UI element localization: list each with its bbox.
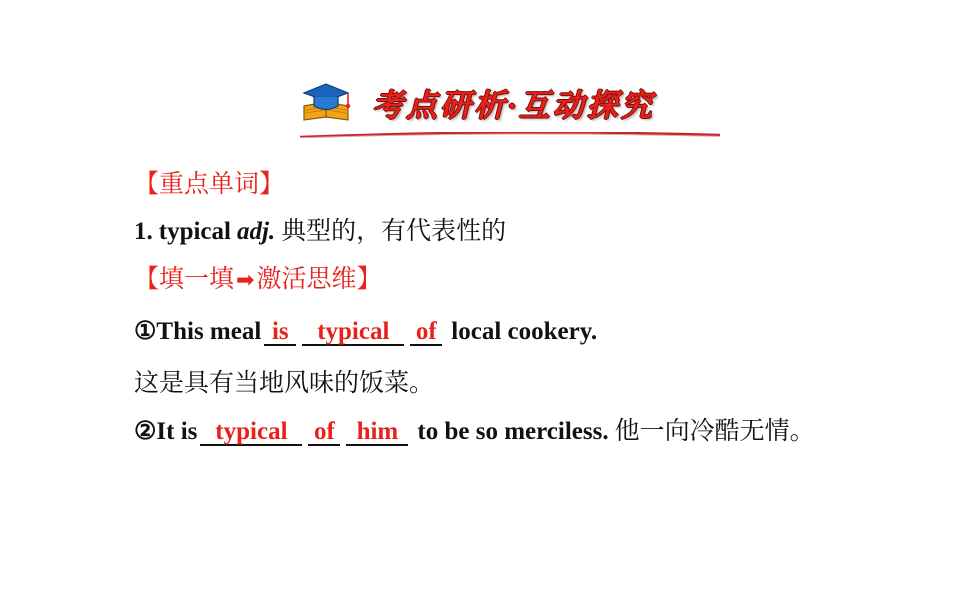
practice-title-right: 激活思维】 — [256, 265, 382, 293]
item-1-blank-3[interactable]: of — [410, 319, 442, 346]
item-2-after: to be so merciless. — [417, 418, 609, 445]
exercise-item-1 — [0, 319, 960, 346]
section-title: 【重点单词】 — [134, 170, 285, 198]
item-1-blank-2[interactable]: typical — [302, 319, 404, 346]
lesson-content — [0, 150, 960, 446]
item-2-marker: ② — [134, 418, 157, 445]
entry-pos: adj. — [236, 218, 276, 245]
header-banner — [0, 34, 960, 123]
item-2-blank-3[interactable]: him — [346, 419, 408, 446]
item-2-translation: 他一向冷酷无情。 — [614, 417, 815, 445]
practice-title-line — [0, 267, 960, 292]
arrow-right-icon: ➡ — [236, 267, 255, 292]
entry-number: 1. — [134, 218, 153, 245]
entry-meaning: 典型的，有代表性的 — [281, 217, 507, 245]
page-title: 考点研析·互动探究 — [372, 88, 655, 123]
header-divider — [300, 132, 720, 138]
item-1-after: local cookery. — [451, 318, 598, 345]
section-title-line — [0, 172, 960, 197]
item-1-before: This meal — [156, 318, 262, 345]
item-1-marker: ① — [134, 318, 157, 345]
entry-line — [0, 219, 960, 244]
practice-title-left: 【填一填 — [134, 265, 235, 293]
entry-word: typical — [158, 218, 231, 245]
item-1-blank-1[interactable]: is — [264, 319, 296, 346]
item-2-blank-1[interactable]: typical — [200, 419, 302, 446]
item-1-translation: 这是具有当地风味的饭菜。 — [134, 369, 435, 397]
graduation-cap-book-icon — [300, 80, 352, 124]
item-2-blank-2[interactable]: of — [308, 419, 340, 446]
item-2-before: It is — [156, 418, 198, 445]
exercise-item-2 — [0, 419, 960, 446]
exercise-item-1-translation — [0, 371, 960, 396]
